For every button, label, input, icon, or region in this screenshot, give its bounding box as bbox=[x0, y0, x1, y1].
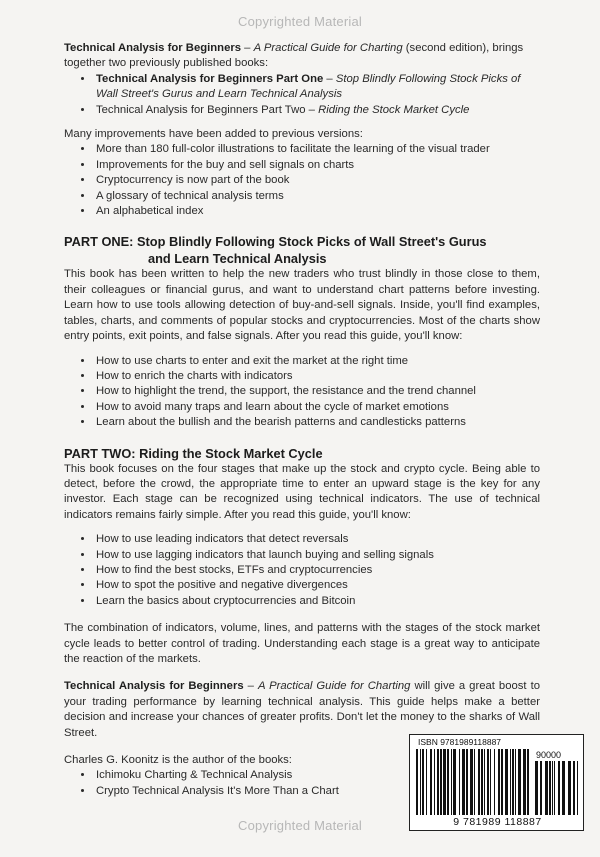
part-one-heading-line1: PART ONE: Stop Blindly Following Stock Picks of Wall Street's Gurus bbox=[64, 234, 487, 250]
list-item: • How to find the best stocks, ETFs and cryptocurrencies bbox=[94, 563, 540, 578]
list-item: • How to spot the positive and negative divergences bbox=[94, 578, 540, 593]
improvements-list bbox=[64, 142, 540, 219]
barcode-bar bbox=[466, 749, 468, 815]
list-item: • How to enrich the charts with indicators bbox=[94, 369, 540, 384]
list-item: • How to highlight the trend, the support, the resistance and the trend channel bbox=[94, 384, 540, 399]
list-item: • Cryptocurrency is now part of the book bbox=[94, 173, 540, 188]
barcode-bar bbox=[549, 761, 551, 815]
barcode-bar bbox=[453, 749, 456, 815]
barcode-bar bbox=[478, 749, 480, 815]
closing-paragraph: Technical Analysis for Beginners – A Practical Guide for Charting will give a great boost to your trading performance by learning technical analysis. This guide helps make a better decision and increase your chances of greater profits. Don't let the money to the sharks of Wall Street. bbox=[64, 680, 540, 739]
list-item: • How to use charts to enter and exit the market at the right time bbox=[94, 354, 540, 369]
barcode-bar bbox=[447, 749, 449, 815]
barcode-bar bbox=[459, 749, 460, 815]
barcode-bar bbox=[558, 761, 560, 815]
list-item: • How to use lagging indicators that launch buying and selling signals bbox=[94, 548, 540, 563]
closing-book-subtitle: A Practical Guide for Charting bbox=[257, 680, 411, 693]
barcode-bar bbox=[535, 761, 538, 815]
barcode-bar bbox=[422, 749, 424, 815]
barcode-bar bbox=[545, 761, 548, 815]
list-item: • How to avoid many traps and learn about the cycle of market emotions bbox=[94, 400, 540, 415]
barcode-bar bbox=[462, 749, 465, 815]
barcode-bar bbox=[494, 749, 495, 815]
barcode-bar bbox=[554, 761, 555, 815]
list-item: • Technical Analysis for Beginners Part Two – Riding the Stock Market Cycle bbox=[94, 103, 540, 118]
list-item: • Ichimoku Charting & Technical Analysis bbox=[94, 768, 540, 783]
book-subtitle: Riding the Stock Market Cycle bbox=[318, 103, 470, 116]
barcode-bar bbox=[420, 749, 421, 815]
barcode-bar bbox=[430, 749, 432, 815]
part-two-heading: PART TWO: Riding the Stock Market Cycle bbox=[64, 445, 323, 461]
book-subtitle: Stop Blindly Following Stock Picks of Wall Street's Gurus and Learn Technical Analysis bbox=[96, 72, 521, 101]
barcode-bar bbox=[440, 749, 442, 815]
list-item: • Improvements for the buy and sell signals on charts bbox=[94, 158, 540, 173]
author-lead: Charles G. Koonitz is the author of the books: bbox=[64, 754, 292, 767]
closing-book-title: Technical Analysis for Beginners bbox=[64, 680, 244, 693]
barcode-bar bbox=[490, 749, 491, 815]
barcode-bar bbox=[501, 749, 503, 815]
barcode-bar bbox=[573, 761, 575, 815]
intro-rest: (second edition), brings together two previously published books: bbox=[64, 42, 524, 70]
barcode-bar bbox=[515, 749, 516, 815]
barcode-bar bbox=[540, 761, 542, 815]
barcode-bar bbox=[552, 761, 553, 815]
barcode-bar bbox=[562, 761, 565, 815]
copyright-watermark-bottom: Copyrighted Material bbox=[238, 818, 362, 833]
copyright-watermark-top: Copyrighted Material bbox=[238, 14, 362, 29]
barcode-bar bbox=[416, 749, 418, 815]
isbn-barcode bbox=[409, 734, 584, 831]
barcode-bar bbox=[512, 749, 514, 815]
list-item: • Learn about the bullish and the bearish patterns and candlesticks patterns bbox=[94, 415, 540, 430]
intro-book-subtitle: A Practical Guide for Charting bbox=[253, 42, 403, 54]
barcode-bar bbox=[434, 749, 435, 815]
back-cover-text bbox=[64, 41, 540, 799]
list-item: • A glossary of technical analysis terms bbox=[94, 189, 540, 204]
barcode-bar bbox=[510, 749, 511, 815]
list-item: • An alphabetical index bbox=[94, 204, 540, 219]
list-item: • How to use leading indicators that detect reversals bbox=[94, 532, 540, 547]
barcode-bar bbox=[498, 749, 500, 815]
barcode-bar bbox=[505, 749, 508, 815]
isbn-label: ISBN 9781989118887 bbox=[418, 737, 502, 747]
part-two-list bbox=[64, 532, 540, 609]
book-title: Technical Analysis for Beginners Part One bbox=[96, 72, 324, 85]
barcode-bar bbox=[426, 749, 427, 815]
barcode-bar bbox=[527, 749, 529, 815]
list-item: • Technical Analysis for Beginners Part One – Stop Blindly Following Stock Picks of Wall Street's Gurus and Learn Technical Analysis bbox=[94, 72, 540, 103]
list-item: • Crypto Technical Analysis It's More Than a Chart bbox=[94, 784, 540, 799]
part-one-body: This book has been written to help the new traders who trust blindly in those close to them, their colleagues or financial gurus, and want to understand chart patterns before investing. Learn how to use tools allowing detection of buy-and-sell signals. Inside, you'll find examples, tables, charts, and comments of popular stocks and cryptocurrencies. Most of the charts show entry points, exit points, and false signals. After you read this guide, you'll know: bbox=[64, 268, 540, 343]
part-one-heading-line2: and Learn Technical Analysis bbox=[148, 251, 327, 267]
barcode-bar bbox=[470, 749, 473, 815]
barcode-bar bbox=[523, 749, 526, 815]
price-code: 90000 bbox=[536, 750, 562, 760]
list-item: • Learn the basics about cryptocurrencies and Bitcoin bbox=[94, 594, 540, 609]
barcode-bar bbox=[577, 761, 578, 815]
barcode-bar bbox=[568, 761, 571, 815]
list-item: • More than 180 full-color illustrations to facilitate the learning of the visual trader bbox=[94, 142, 540, 157]
isbn-digits: 9 781989 118887 bbox=[453, 816, 542, 828]
barcode-bar bbox=[437, 749, 439, 815]
barcode-bar bbox=[518, 749, 521, 815]
part-one-heading bbox=[64, 233, 540, 267]
book-title: Technical Analysis for Beginners Part Two bbox=[96, 103, 306, 116]
barcode-bar bbox=[487, 749, 489, 815]
intro-book-title: Technical Analysis for Beginners bbox=[64, 42, 242, 54]
part-two-body: This book focuses on the four stages that make up the stock and crypto cycle. Being able to detect, before the crowd, the appropriate time to enter an upward stage is the key for any investor. Each stage can be recognized using technical indicators. The use of technical indicators remains fairly simple. After you read this guide, you'll know: bbox=[64, 462, 540, 521]
barcode-bar bbox=[443, 749, 446, 815]
intro-book-list bbox=[64, 72, 540, 118]
barcode-bar bbox=[481, 749, 483, 815]
combination-paragraph: The combination of indicators, volume, lines, and patterns with the stages of the stock market cycle leads to better control of trading. Understanding each stage is a great way to anticipate the reaction of the markets. bbox=[64, 622, 540, 665]
part-one-list bbox=[64, 354, 540, 431]
intro-paragraph: Technical Analysis for Beginners – A Practical Guide for Charting (second edition), brings together two previously published books: bbox=[64, 42, 524, 70]
closing-rest: will give a great boost to your trading performance by learning technical analysis. This guide helps make a better decision and increase your chances of greater profits. Don't let the money to the sharks of Wall Street. bbox=[64, 680, 540, 739]
barcode-bar bbox=[484, 749, 485, 815]
improvements-lead: Many improvements have been added to previous versions: bbox=[64, 128, 363, 141]
barcode-bar bbox=[474, 749, 475, 815]
barcode-bar bbox=[451, 749, 452, 815]
